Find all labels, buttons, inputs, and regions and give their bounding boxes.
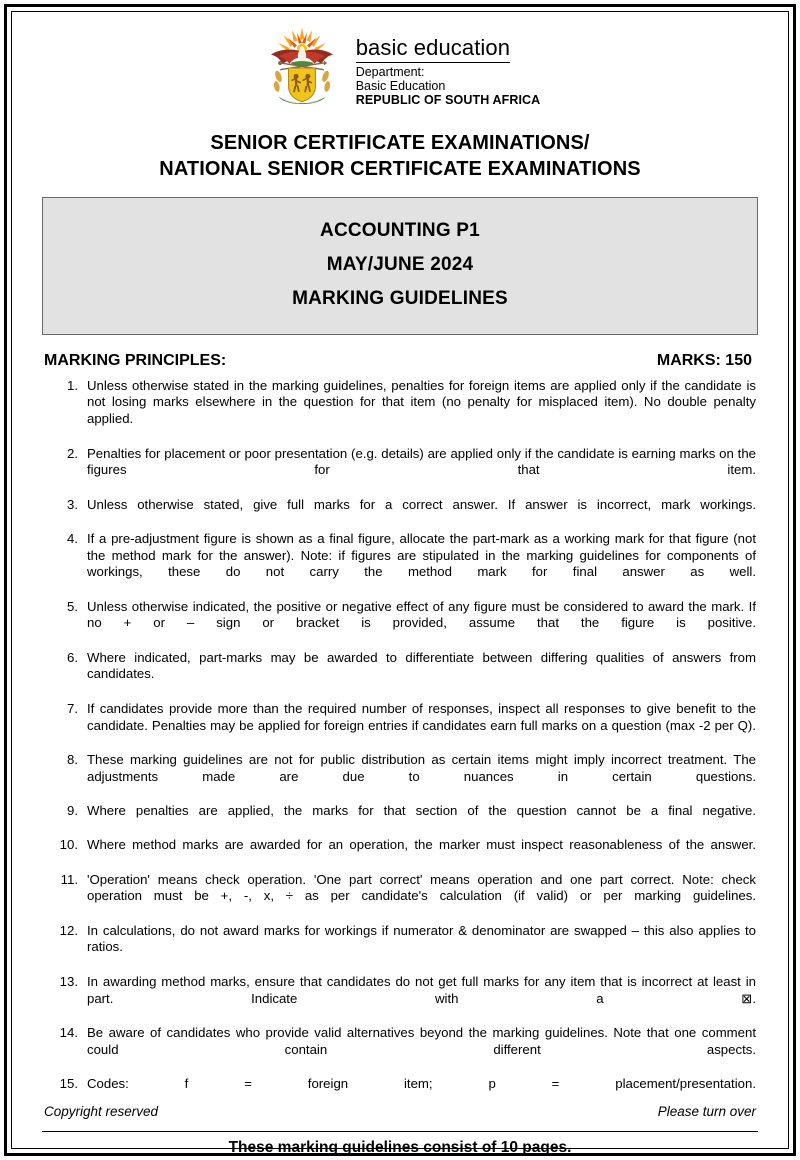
document-type: MARKING GUIDELINES — [292, 287, 508, 309]
list-item — [42, 378, 758, 445]
list-item — [42, 701, 758, 751]
list-item — [42, 752, 758, 802]
list-item-text: Where method marks are awarded for an operation, the marker must inspect reasonableness of the answer. — [87, 837, 756, 853]
list-item-number: 15. — [59, 1075, 78, 1091]
list-item-number: 4. — [67, 530, 78, 546]
list-item-number: 7. — [67, 700, 78, 716]
list-item-text: Where penalties are applied, the marks for that section of the question cannot be a final negative. — [87, 802, 756, 818]
list-item — [42, 872, 758, 922]
list-item — [42, 497, 758, 530]
list-item — [42, 923, 758, 973]
department-label: Department: — [355, 64, 425, 79]
list-item-number: 14. — [59, 1024, 78, 1040]
list-item-number: 11. — [60, 871, 78, 887]
department-wordmark: basic education — [356, 36, 510, 63]
page-footer — [42, 1104, 758, 1132]
list-item-text: In calculations, do not award marks for workings if numerator & denominator are swapped – this also applies to ratios. — [87, 922, 756, 955]
list-item-number: 12. — [59, 922, 78, 938]
list-item — [42, 974, 758, 1024]
list-item — [42, 1025, 758, 1075]
marking-principles-header — [42, 352, 758, 370]
list-item-number: 6. — [67, 649, 78, 665]
south-african-coat-of-arms-icon — [260, 26, 344, 110]
subject-title-box — [42, 197, 758, 335]
list-item — [42, 803, 758, 836]
list-item-text: These marking guidelines are not for public distribution as certain items might imply incorrect treatment. The adjustments made are due to nuances in certain questions. — [87, 751, 756, 784]
department-identity — [356, 26, 541, 107]
list-item-number: 8. — [67, 751, 78, 767]
country-name: REPUBLIC OF SOUTH AFRICA — [355, 92, 541, 107]
letterhead — [42, 22, 758, 110]
list-item-number: 13. — [59, 973, 78, 989]
list-item — [42, 446, 758, 496]
list-item-number: 1. — [67, 377, 78, 393]
list-item-text: Unless otherwise stated, give full marks for a correct answer. If answer is incorrect, mark workings. — [87, 496, 756, 512]
copyright-notice: Copyright reserved — [44, 1104, 159, 1119]
list-item-text: 'Operation' means check operation. 'One part correct' means operation and one part correct. Note: check operation must be +, -, x, ÷ as per candidate's calculation (if valid) or per marking guidelines. — [87, 871, 756, 904]
list-item — [42, 531, 758, 598]
department-name: Basic Education — [355, 78, 446, 93]
list-item-number: 5. — [67, 598, 78, 614]
list-item-text: If a pre-adjustment figure is shown as a final figure, allocate the part-mark as a working mark for that figure (not the method mark for the answer). Note: if figures are stipulated in the marking guidelines for components of workings, these do not carry the method mark for final answer as well. — [87, 530, 756, 580]
footer-divider — [42, 1131, 758, 1132]
exam-session: MAY/JUNE 2024 — [326, 253, 474, 275]
list-item-text: Unless otherwise stated in the marking guidelines, penalties for foreign items are applied only if the candidate is not losing marks elsewhere in the question for that item (no penalty for misplaced item). No double penalty applied. — [87, 377, 756, 427]
list-item-number: 10. — [59, 837, 78, 853]
list-item-text: If candidates provide more than the required number of responses, inspect all responses to give benefit to the candidate. Penalties may be applied for foreign entries if candidates earn full marks on a question (max -2 per Q). — [87, 700, 756, 733]
total-marks: MARKS: 150 — [656, 351, 752, 369]
list-item — [42, 599, 758, 649]
list-item-number: 2. — [67, 445, 78, 461]
turn-over-notice: Please turn over — [657, 1104, 756, 1119]
list-item-number: 9. — [67, 802, 78, 818]
list-item-text: Where indicated, part-marks may be awarded to differentiate between differing qualities of answers from candidates. — [87, 649, 756, 682]
exam-heading-line-1: SENIOR CERTIFICATE EXAMINATIONS/ — [210, 132, 590, 154]
marking-principles-list — [42, 378, 758, 1110]
list-item-text: Codes: f = foreign item; p = placement/presentation. — [87, 1075, 756, 1091]
list-item-text: Penalties for placement or poor presentation (e.g. details) are applied only if the candidate is earning marks on the figures for that item. — [87, 445, 756, 478]
exam-heading — [42, 130, 758, 183]
list-item-text: Be aware of candidates who provide valid alternatives beyond the marking guidelines. Note that one comment could contain different aspects. — [87, 1024, 756, 1057]
list-item-number: 3. — [67, 496, 78, 512]
marking-principles-title: MARKING PRINCIPLES: — [44, 351, 227, 369]
list-item-text: Unless otherwise indicated, the positive or negative effect of any figure must be considered to award the mark. If no + or – sign or bracket is provided, assume that the figure is positive. — [87, 598, 756, 631]
list-item — [42, 650, 758, 700]
page-count-note: These marking guidelines consist of 10 pages. — [228, 1139, 572, 1157]
subject-name: ACCOUNTING P1 — [320, 219, 480, 241]
exam-heading-line-2: NATIONAL SENIOR CERTIFICATE EXAMINATIONS — [159, 158, 641, 181]
list-item-text: In awarding method marks, ensure that candidates do not get full marks for any item that is incorrect at least in part. Indicate with a ⊠. — [87, 973, 756, 1006]
list-item — [42, 837, 758, 870]
